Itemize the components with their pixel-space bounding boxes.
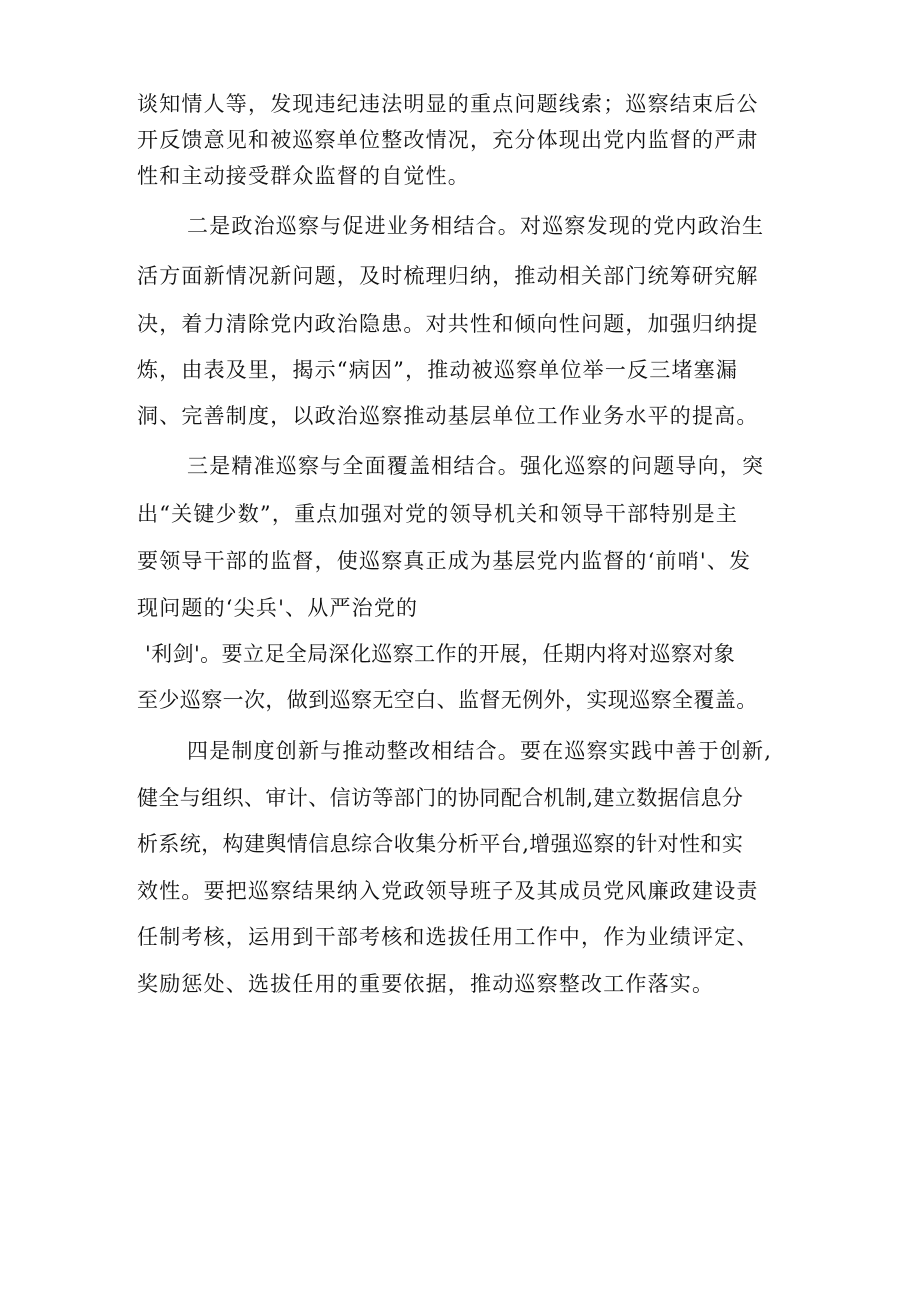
paragraph-4-first-line: 四是制度创新与推动整改相结合。要在巡察实践中善于创新,	[187, 739, 773, 763]
paragraph-2-first-line: 二是政治巡察与促进业务相结合。对巡察发现的党内政治生	[187, 214, 765, 238]
paragraph-3-first-line: 三是精准巡察与全面覆盖相结合。强化巡察的问题导向，突	[187, 454, 765, 478]
text-line: 炼，由表及里，揭示“病因”，推动被巡察单位举一反三堵塞漏	[137, 358, 739, 382]
text-line: 性和主动接受群众监督的自觉性。	[137, 164, 470, 188]
text-line: 谈知情人等，发现违纪违法明显的重点问题线索；巡察结束后公	[137, 92, 759, 116]
text-line: 决，着力清除党内政治隐患。对共性和倾向性问题，加强归纳提	[137, 312, 759, 336]
text-line: 任制考核，运用到干部考核和选拔任用工作中，作为业绩评定、	[137, 925, 759, 949]
text-line: 健全与组织、审计、信访等部门的协同配合机制,建立数据信息分	[137, 786, 744, 810]
text-line: 奖励惩处、选拔任用的重要依据，推动巡察整改工作落实。	[137, 972, 715, 996]
text-line: 洞、完善制度，以政治巡察推动基层单位工作业务水平的提高。	[137, 404, 759, 428]
text-line: 出“关键少数”，重点加强对党的领导机关和领导干部特别是主	[137, 502, 739, 526]
text-line: 要领导干部的监督，使巡察真正成为基层党内监督的‘前哨'、发	[137, 549, 752, 573]
text-line: 析系统，构建舆情信息综合收集分析平台,增强巡察的针对性和实	[137, 832, 744, 856]
text-line: '利剑'。要立足全局深化巡察工作的开展，任期内将对巡察对象	[145, 642, 736, 666]
text-line: 开反馈意见和被巡察单位整改情况，充分体现出党内监督的严肃	[137, 128, 759, 152]
text-line: 至少巡察一次，做到巡察无空白、监督无例外，实现巡察全覆盖。	[137, 688, 758, 712]
text-line: 现问题的‘尖兵'、从严治党的	[137, 596, 419, 620]
text-line: 效性。要把巡察结果纳入党政领导班子及其成员党风廉政建设责	[137, 879, 759, 903]
text-line: 活方面新情况新问题，及时梳理归纳，推动相关部门统筹研究解	[137, 264, 759, 288]
